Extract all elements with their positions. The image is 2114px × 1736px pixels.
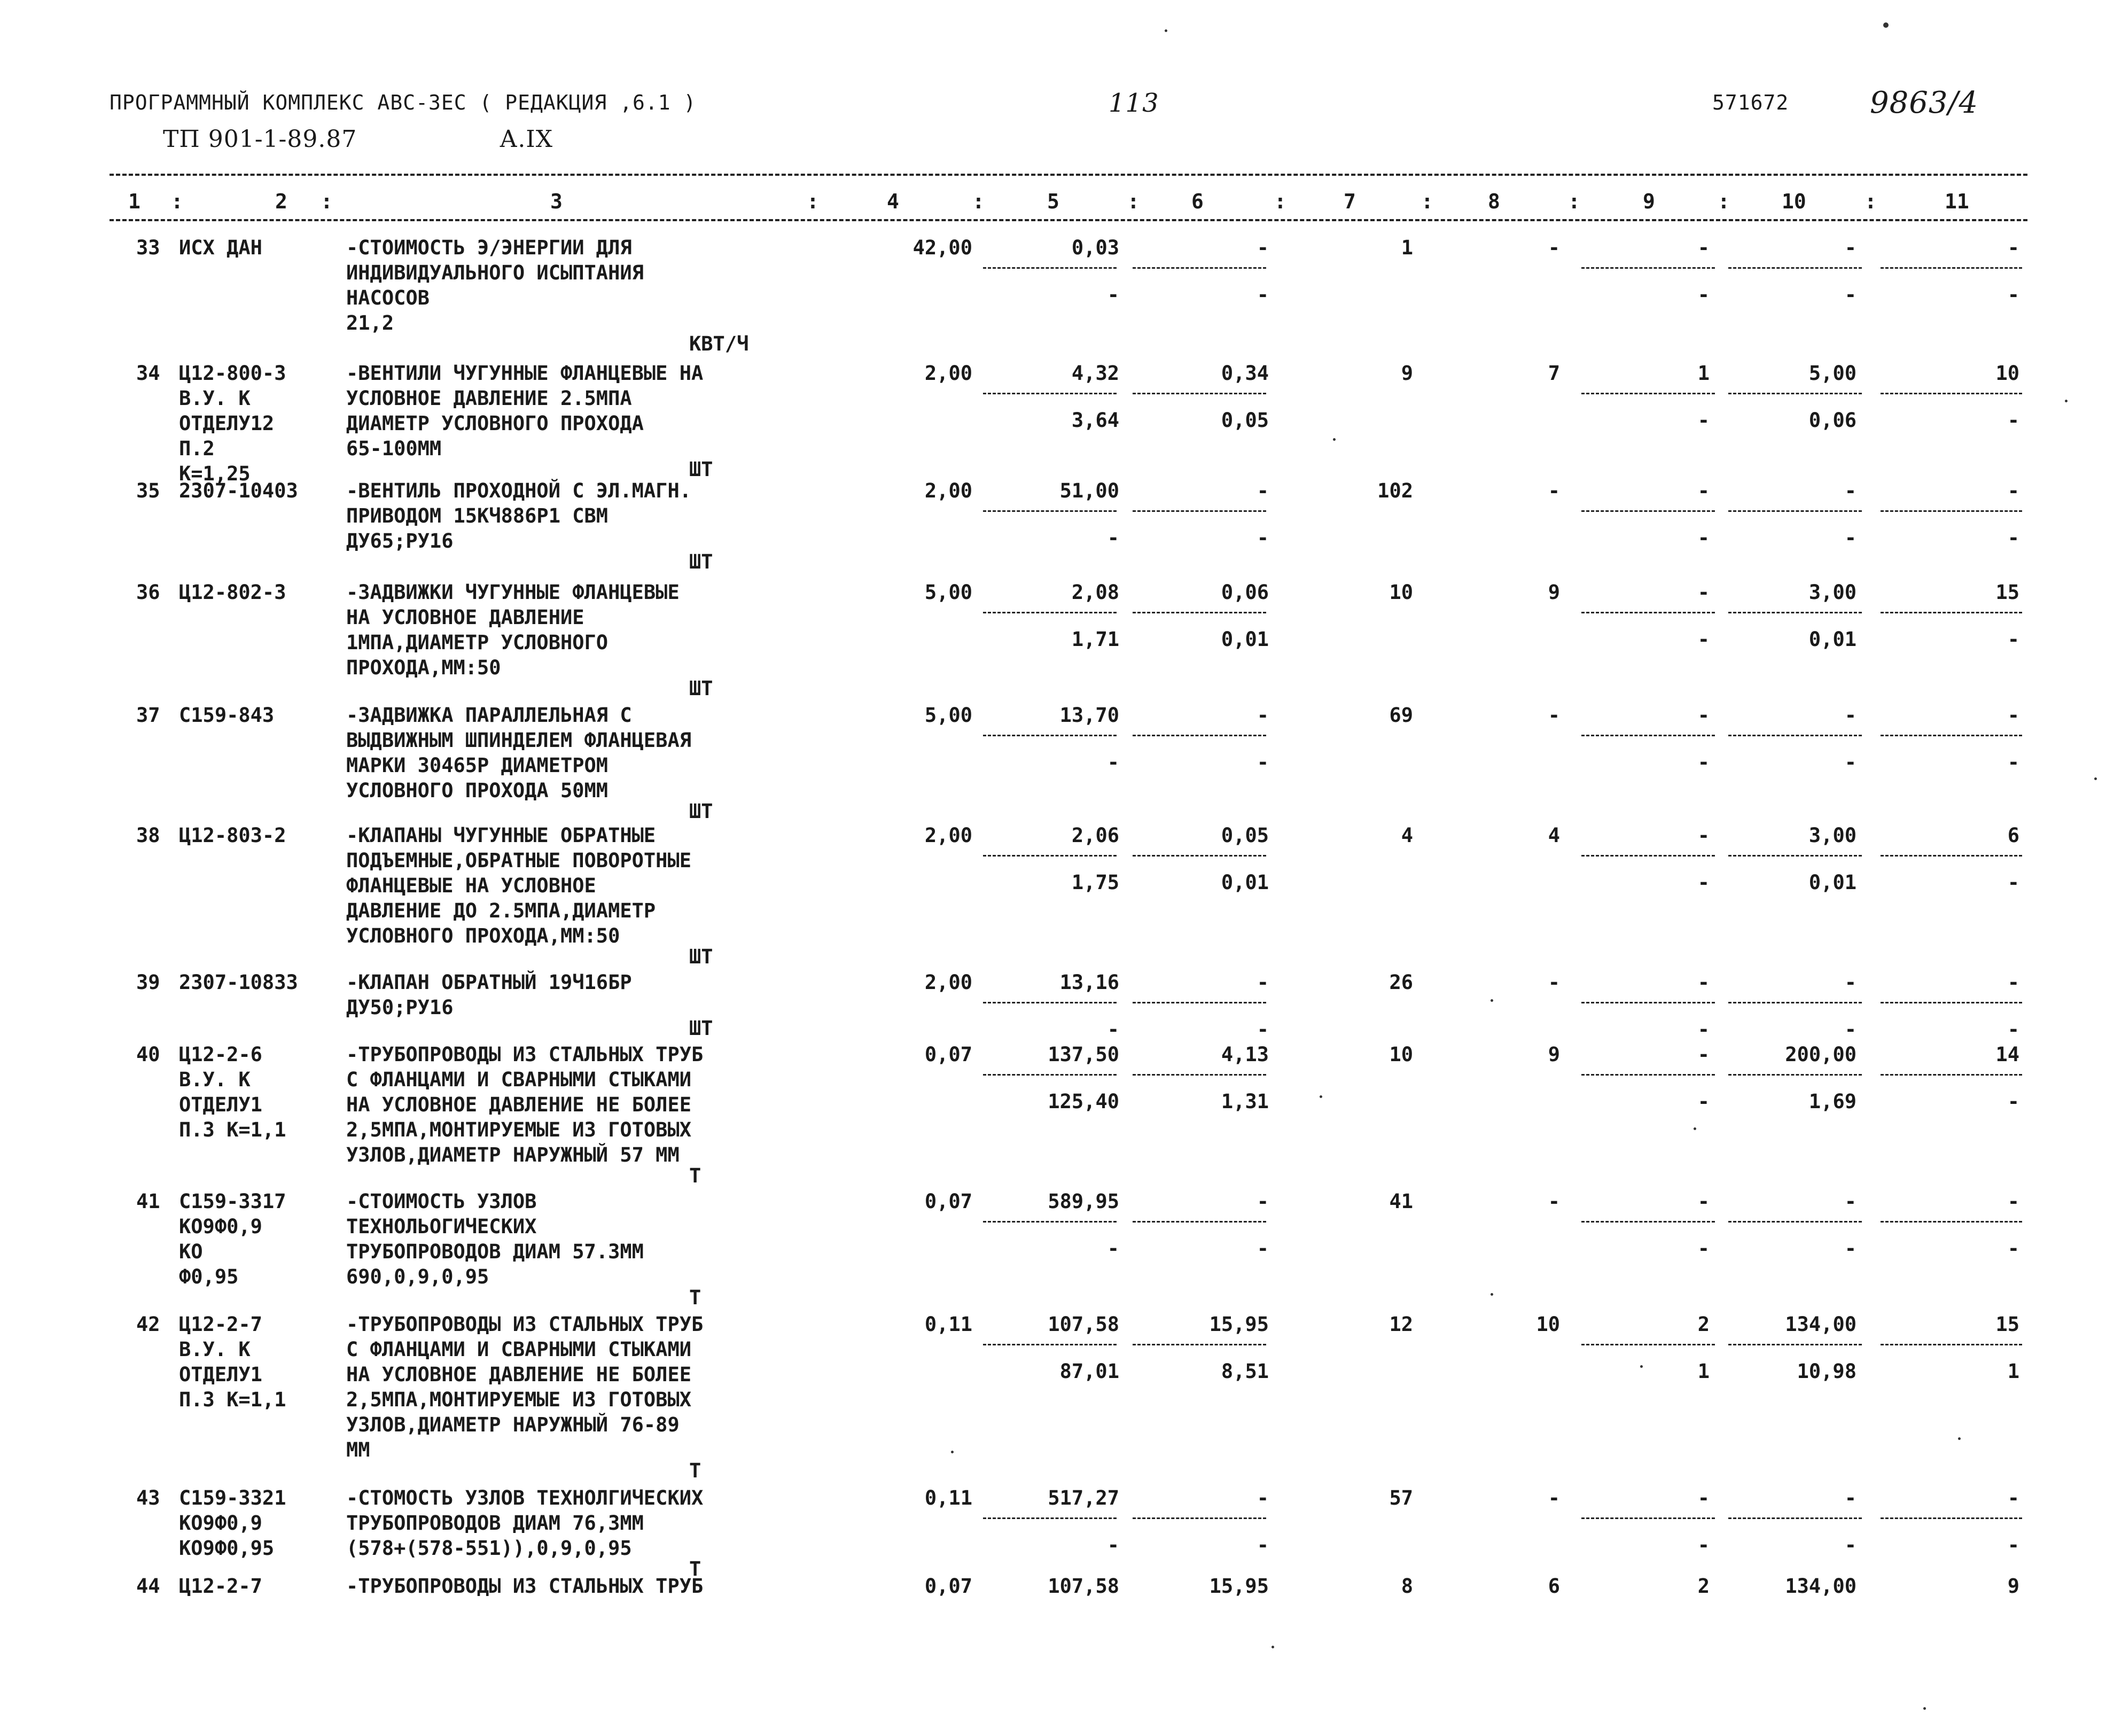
column-header-5: 5 [1047, 190, 1059, 213]
total-cost-value: 10 [1389, 581, 1413, 604]
wages-machine-value: - [1697, 409, 1710, 432]
unit-wages-value: 3,64 [1071, 409, 1119, 432]
labor-machine-total-value: - [2007, 1533, 2019, 1556]
header-rule [110, 219, 2027, 221]
unit-cost-value: 107,58 [1048, 1575, 1119, 1598]
row-number: 39 [136, 971, 160, 994]
machine-wages-value: - [1257, 526, 1269, 549]
row-code: Ц12-2-6 В.У. К ОТДЕЛУ1 П.3 К=1,1 [179, 1043, 286, 1141]
machine-total-value: - [1548, 971, 1560, 994]
row-number: 43 [136, 1486, 160, 1509]
row-number: 33 [136, 236, 160, 259]
total-cost-value: 12 [1389, 1313, 1413, 1336]
scan-speck [1320, 1095, 1322, 1098]
quantity-value: 42,00 [912, 236, 972, 259]
row-code: С159-3321 КО9Ф0,9 КО9Ф0,95 [179, 1486, 286, 1560]
fraction-line [1133, 1344, 1266, 1345]
column-header-7: 7 [1344, 190, 1356, 213]
scan-speck [2065, 400, 2068, 402]
column-header-9: 9 [1643, 190, 1655, 213]
scan-speck [2094, 777, 2097, 780]
labor-machine-value: 1,69 [1808, 1090, 1856, 1113]
scan-speck [1923, 1707, 1926, 1710]
wages-machine-value: - [1697, 751, 1710, 774]
quantity-value: 0,07 [924, 1575, 972, 1598]
fraction-line [1581, 1344, 1715, 1345]
scan-speck [1491, 1293, 1493, 1296]
fraction-line [983, 510, 1117, 512]
fraction-line [983, 1344, 1117, 1345]
project-code: ТП 901-1-89.87 [163, 126, 357, 153]
row-number: 42 [136, 1313, 160, 1336]
labor-machine-value: 0,01 [1808, 628, 1856, 651]
column-separator: : [972, 190, 985, 213]
unit-wages-value: 1,71 [1071, 628, 1119, 651]
labor-machine-total-value: - [2007, 1237, 2019, 1260]
column-separator: : [171, 190, 183, 213]
row-unit: ШТ [689, 550, 713, 573]
scan-speck [1491, 999, 1493, 1002]
row-code: С159-843 [179, 704, 275, 727]
machine-cost-value: 0,06 [1221, 581, 1269, 604]
labor-value: 134,00 [1785, 1313, 1856, 1336]
column-header-2: 2 [275, 190, 287, 213]
labor-machine-total-value: - [2007, 526, 2019, 549]
wages-value: 1 [1697, 362, 1710, 385]
total-cost-value: 69 [1389, 704, 1413, 727]
fraction-line [1728, 612, 1862, 613]
fraction-line [1728, 1517, 1862, 1519]
fraction-line [1728, 1002, 1862, 1003]
row-unit: КВТ/Ч [689, 332, 749, 355]
row-description: -ТРУБОПРОВОДЫ ИЗ СТАЛЬНЫХ ТРУБ С ФЛАНЦАМИ И СВАРНЫМИ СТЫКАМИ НА УСЛОВНОЕ ДАВЛЕНИЕ НЕ БОЛЕЕ 2,5МПА,МОНТИРУЕМЫЕ ИЗ ГОТОВЫХ УЗЛОВ,ДИАМЕТР НАРУЖНЫЙ 57 ММ [346, 1043, 704, 1166]
scan-speck [951, 1451, 954, 1453]
machine-cost-value: - [1257, 1486, 1269, 1509]
machine-total-value: 6 [1548, 1575, 1560, 1598]
handwritten-mark: 9863/4 [1870, 85, 1979, 120]
fraction-line [1133, 855, 1266, 857]
labor-value: - [1844, 704, 1856, 727]
column-header-6: 6 [1191, 190, 1204, 213]
labor-machine-total-value: - [2007, 751, 2019, 774]
machine-wages-value: 0,01 [1221, 871, 1269, 894]
table-row [0, 1485, 2114, 1581]
row-description: -ЗАДВИЖКИ ЧУГУННЫЕ ФЛАНЦЕВЫЕ НА УСЛОВНОЕ ДАВЛЕНИЕ 1МПА,ДИАМЕТР УСЛОВНОГО ПРОХОДА,ММ:50 [346, 581, 680, 679]
total-cost-value: 57 [1389, 1486, 1413, 1509]
wages-machine-value: - [1697, 1533, 1710, 1556]
labor-machine-value: - [1844, 751, 1856, 774]
wages-machine-value: - [1697, 1018, 1710, 1041]
total-cost-value: 41 [1389, 1190, 1413, 1213]
wages-value: - [1697, 479, 1710, 502]
fraction-line [1881, 735, 2022, 736]
labor-machine-total-value: - [2007, 1090, 2019, 1113]
fraction-line [1581, 1002, 1715, 1003]
fraction-line [1728, 267, 1862, 269]
wages-value: - [1697, 581, 1710, 604]
labor-machine-value: 0,06 [1808, 409, 1856, 432]
fraction-line [1581, 735, 1715, 736]
fraction-line [983, 393, 1117, 394]
fraction-line [1728, 855, 1862, 857]
scan-speck [1883, 22, 1889, 28]
row-description: -КЛАПАН ОБРАТНЫЙ 19Ч16БР ДУ50;РУ16 [346, 971, 632, 1019]
column-separator: : [1421, 190, 1433, 213]
row-number: 35 [136, 479, 160, 502]
column-header-8: 8 [1488, 190, 1500, 213]
quantity-value: 2,00 [924, 362, 972, 385]
machine-total-value: - [1548, 1190, 1560, 1213]
wages-value: - [1697, 1043, 1710, 1066]
labor-machine-value: - [1844, 283, 1856, 306]
fraction-line [1728, 393, 1862, 394]
machine-wages-value: - [1257, 1533, 1269, 1556]
unit-wages-value: 125,40 [1048, 1090, 1119, 1113]
labor-total-value: - [2007, 236, 2019, 259]
album-number: А.IХ [500, 126, 553, 153]
fraction-line [1728, 510, 1862, 512]
wages-machine-value: - [1697, 283, 1710, 306]
column-separator: : [807, 190, 819, 213]
labor-total-value: 9 [2007, 1575, 2019, 1598]
fraction-line [1881, 1074, 2022, 1076]
column-header-11: 11 [1945, 190, 1969, 213]
labor-machine-total-value: 1 [2007, 1360, 2019, 1383]
fraction-line [1133, 1517, 1266, 1519]
wages-value: - [1697, 824, 1710, 847]
row-number: 36 [136, 581, 160, 604]
labor-value: 5,00 [1808, 362, 1856, 385]
labor-total-value: 6 [2007, 824, 2019, 847]
wages-machine-value: 1 [1697, 1360, 1710, 1383]
fraction-line [1881, 267, 2022, 269]
labor-value: 3,00 [1808, 824, 1856, 847]
unit-cost-value: 589,95 [1048, 1190, 1119, 1213]
machine-total-value: 7 [1548, 362, 1560, 385]
labor-machine-value: - [1844, 526, 1856, 549]
quantity-value: 2,00 [924, 824, 972, 847]
row-number: 40 [136, 1043, 160, 1066]
column-header-10: 10 [1782, 190, 1806, 213]
page-number: 113 [1109, 88, 1159, 118]
machine-wages-value: - [1257, 751, 1269, 774]
unit-cost-value: 107,58 [1048, 1313, 1119, 1336]
fraction-line [983, 1074, 1117, 1076]
wages-value: - [1697, 704, 1710, 727]
labor-value: - [1844, 1190, 1856, 1213]
row-code: ИСХ ДАН [179, 236, 262, 259]
row-description: -СТОИМОСТЬ Э/ЭНЕРГИИ ДЛЯ ИНДИВИДУАЛЬНОГО ИСЫПТАНИЯ НАСОСОВ 21,2 [346, 236, 644, 334]
wages-value: - [1697, 236, 1710, 259]
labor-total-value: 14 [1995, 1043, 2019, 1066]
labor-machine-total-value: - [2007, 871, 2019, 894]
labor-value: 3,00 [1808, 581, 1856, 604]
total-cost-value: 1 [1401, 236, 1413, 259]
quantity-value: 0,07 [924, 1190, 972, 1213]
quantity-value: 0,07 [924, 1043, 972, 1066]
fraction-line [1881, 1517, 2022, 1519]
row-description: -СТОИМОСТЬ УЗЛОВ ТЕХНОЛЬОГИЧЕСКИХ ТРУБОПРОВОДОВ ДИАМ 57.3ММ 690,0,9,0,95 [346, 1190, 644, 1288]
labor-machine-value: - [1844, 1018, 1856, 1041]
row-number: 38 [136, 824, 160, 847]
row-description: -ВЕНТИЛЬ ПРОХОДНОЙ С ЭЛ.МАГН. ПРИВОДОМ 15КЧ886Р1 СВМ ДУ65;РУ16 [346, 479, 692, 552]
row-unit: ШТ [689, 458, 713, 481]
row-description: -ЗАДВИЖКА ПАРАЛЛЕЛЬНАЯ С ВЫДВИЖНЫМ ШПИНДЕЛЕМ ФЛАНЦЕВАЯ МАРКИ 30465Р ДИАМЕТРОМ УСЛОВНОГО ПРОХОДА 50ММ [346, 704, 692, 802]
table-row [0, 478, 2114, 573]
fraction-line [983, 735, 1117, 736]
fraction-line [1581, 1221, 1715, 1223]
machine-cost-value: 0,34 [1221, 362, 1269, 385]
labor-value: - [1844, 236, 1856, 259]
row-code: Ц12-803-2 [179, 824, 286, 847]
machine-cost-value: - [1257, 704, 1269, 727]
machine-cost-value: 0,05 [1221, 824, 1269, 847]
labor-value: 134,00 [1785, 1575, 1856, 1598]
column-separator: : [1718, 190, 1730, 213]
unit-wages-value: - [1107, 1237, 1119, 1260]
quantity-value: 0,11 [924, 1313, 972, 1336]
machine-cost-value: - [1257, 1190, 1269, 1213]
fraction-line [1133, 510, 1266, 512]
wages-machine-value: - [1697, 871, 1710, 894]
row-code: Ц12-2-7 В.У. К ОТДЕЛУ1 П.3 К=1,1 [179, 1313, 286, 1411]
unit-wages-value: - [1107, 751, 1119, 774]
top-rule [110, 174, 2027, 176]
fraction-line [1581, 612, 1715, 613]
unit-wages-value: - [1107, 283, 1119, 306]
labor-total-value: 15 [1995, 581, 2019, 604]
fraction-line [1881, 855, 2022, 857]
row-unit: Т [689, 1164, 701, 1187]
row-unit: ШТ [689, 800, 713, 823]
quantity-value: 2,00 [924, 971, 972, 994]
row-code: Ц12-802-3 [179, 581, 286, 604]
fraction-line [1728, 735, 1862, 736]
labor-machine-value: - [1844, 1533, 1856, 1556]
column-separator: : [1865, 190, 1877, 213]
machine-wages-value: 0,01 [1221, 628, 1269, 651]
row-number: 37 [136, 704, 160, 727]
column-separator: : [321, 190, 333, 213]
machine-cost-value: 15,95 [1209, 1575, 1269, 1598]
table-row [0, 235, 2114, 355]
labor-value: 200,00 [1785, 1043, 1856, 1066]
machine-cost-value: - [1257, 236, 1269, 259]
machine-cost-value: - [1257, 971, 1269, 994]
row-code: 2307-10403 [179, 479, 298, 502]
total-cost-value: 102 [1377, 479, 1413, 502]
labor-machine-total-value: - [2007, 283, 2019, 306]
machine-total-value: 9 [1548, 1043, 1560, 1066]
total-cost-value: 10 [1389, 1043, 1413, 1066]
unit-cost-value: 2,06 [1071, 824, 1119, 847]
labor-machine-total-value: - [2007, 409, 2019, 432]
fraction-line [1881, 510, 2022, 512]
unit-wages-value: 1,75 [1071, 871, 1119, 894]
fraction-line [1581, 855, 1715, 857]
total-cost-value: 9 [1401, 362, 1413, 385]
column-header-4: 4 [887, 190, 899, 213]
quantity-value: 5,00 [924, 704, 972, 727]
unit-cost-value: 2,08 [1071, 581, 1119, 604]
labor-total-value: - [2007, 479, 2019, 502]
unit-cost-value: 0,03 [1071, 236, 1119, 259]
row-unit: Т [689, 1558, 701, 1581]
machine-wages-value: - [1257, 1018, 1269, 1041]
wages-value: - [1697, 971, 1710, 994]
unit-cost-value: 13,16 [1059, 971, 1119, 994]
scan-speck [1694, 1127, 1696, 1130]
fraction-line [1581, 1517, 1715, 1519]
labor-total-value: 15 [1995, 1313, 2019, 1336]
row-code: С159-3317 КО9Ф0,9 КО Ф0,95 [179, 1190, 286, 1288]
row-number: 34 [136, 362, 160, 385]
row-unit: ШТ [689, 677, 713, 700]
row-description: -СТОМОСТЬ УЗЛОВ ТЕХНОЛГИЧЕСКИХ ТРУБОПРОВОДОВ ДИАМ 76,3ММ (578+(578-551)),0,9,0,95 [346, 1486, 704, 1560]
fraction-line [1581, 393, 1715, 394]
column-separator: : [1274, 190, 1286, 213]
row-description: -ВЕНТИЛИ ЧУГУННЫЕ ФЛАНЦЕВЫЕ НА УСЛОВНОЕ ДАВЛЕНИЕ 2.5МПА ДИАМЕТР УСЛОВНОГО ПРОХОДА 65-100ММ [346, 362, 704, 460]
labor-total-value: - [2007, 1190, 2019, 1213]
fraction-line [1133, 267, 1266, 269]
unit-wages-value: - [1107, 526, 1119, 549]
row-description: -КЛАПАНЫ ЧУГУННЫЕ ОБРАТНЫЕ ПОДЪЕМНЫЕ,ОБРАТНЫЕ ПОВОРОТНЫЕ ФЛАНЦЕВЫЕ НА УСЛОВНОЕ ДАВЛЕНИЕ ДО 2.5МПА,ДИАМЕТР УСЛОВНОГО ПРОХОДА,ММ:50 [346, 824, 692, 947]
quantity-value: 5,00 [924, 581, 972, 604]
wages-value: - [1697, 1190, 1710, 1213]
fraction-line [983, 855, 1117, 857]
labor-total-value: - [2007, 704, 2019, 727]
scan-speck [1640, 1365, 1643, 1368]
fraction-line [1133, 735, 1266, 736]
fraction-line [1881, 1002, 2022, 1003]
labor-machine-total-value: - [2007, 628, 2019, 651]
fraction-line [983, 612, 1117, 613]
scan-speck [1271, 1646, 1274, 1648]
fraction-line [1881, 393, 2022, 394]
unit-wages-value: - [1107, 1533, 1119, 1556]
unit-cost-value: 13,70 [1059, 704, 1119, 727]
fraction-line [983, 1517, 1117, 1519]
row-unit: ШТ [689, 945, 713, 968]
machine-total-value: - [1548, 704, 1560, 727]
column-header-1: 1 [128, 190, 141, 213]
labor-total-value: 10 [1995, 362, 2019, 385]
row-code: 2307-10833 [179, 971, 298, 994]
row-code: Ц12-2-7 [179, 1575, 262, 1598]
unit-cost-value: 517,27 [1048, 1486, 1119, 1509]
machine-total-value: - [1548, 1486, 1560, 1509]
unit-wages-value: 87,01 [1059, 1360, 1119, 1383]
wages-machine-value: - [1697, 628, 1710, 651]
labor-machine-value: 0,01 [1808, 871, 1856, 894]
machine-total-value: 4 [1548, 824, 1560, 847]
row-description: -ТРУБОПРОВОДЫ ИЗ СТАЛЬНЫХ ТРУБ С ФЛАНЦАМИ И СВАРНЫМИ СТЫКАМИ НА УСЛОВНОЕ ДАВЛЕНИЕ НЕ БОЛЕЕ 2,5МПА,МОНТИРУЕМЫЕ ИЗ ГОТОВЫХ УЗЛОВ,ДИАМЕТР НАРУЖНЫЙ 76-89 ММ [346, 1313, 704, 1461]
wages-value: 2 [1697, 1313, 1710, 1336]
fraction-line [1881, 1221, 2022, 1223]
fraction-line [1581, 267, 1715, 269]
fraction-line [1728, 1344, 1862, 1345]
machine-total-value: 9 [1548, 581, 1560, 604]
machine-wages-value: - [1257, 1237, 1269, 1260]
scan-speck [1165, 29, 1167, 32]
wages-machine-value: - [1697, 1237, 1710, 1260]
row-number: 44 [136, 1575, 160, 1598]
labor-total-value: - [2007, 1486, 2019, 1509]
machine-wages-value: 1,31 [1221, 1090, 1269, 1113]
machine-cost-value: 15,95 [1209, 1313, 1269, 1336]
fraction-line [1581, 1074, 1715, 1076]
row-unit: Т [689, 1459, 701, 1482]
fraction-line [1133, 612, 1266, 613]
fraction-line [1133, 1002, 1266, 1003]
wages-value: - [1697, 1486, 1710, 1509]
fraction-line [1881, 612, 2022, 613]
fraction-line [1881, 1344, 2022, 1345]
fraction-line [1133, 1074, 1266, 1076]
machine-wages-value: 0,05 [1221, 409, 1269, 432]
machine-total-value: 10 [1536, 1313, 1560, 1336]
column-header-3: 3 [550, 190, 563, 213]
row-description: -ТРУБОПРОВОДЫ ИЗ СТАЛЬНЫХ ТРУБ [346, 1575, 704, 1598]
fraction-line [983, 1002, 1117, 1003]
machine-wages-value: 8,51 [1221, 1360, 1269, 1383]
program-title: ПРОГРАММНЫЙ КОМПЛЕКС АВС-3ЕС ( РЕДАКЦИЯ ,6.1 ) [110, 91, 697, 114]
machine-total-value: - [1548, 236, 1560, 259]
wages-value: 2 [1697, 1575, 1710, 1598]
unit-cost-value: 137,50 [1048, 1043, 1119, 1066]
fraction-line [1133, 393, 1266, 394]
row-number: 41 [136, 1190, 160, 1213]
machine-wages-value: - [1257, 283, 1269, 306]
machine-cost-value: 4,13 [1221, 1043, 1269, 1066]
quantity-value: 0,11 [924, 1486, 972, 1509]
labor-value: - [1844, 971, 1856, 994]
fraction-line [983, 1221, 1117, 1223]
wages-machine-value: - [1697, 526, 1710, 549]
labor-machine-value: - [1844, 1237, 1856, 1260]
row-code: Ц12-800-3 В.У. К ОТДЕЛУ12 П.2 К=1,25 [179, 362, 286, 485]
labor-value: - [1844, 1486, 1856, 1509]
total-cost-value: 4 [1401, 824, 1413, 847]
column-separator: : [1127, 190, 1140, 213]
fraction-line [1728, 1074, 1862, 1076]
labor-machine-total-value: - [2007, 1018, 2019, 1041]
scan-speck [1958, 1437, 1961, 1440]
column-separator: : [1568, 190, 1580, 213]
labor-machine-value: 10,98 [1797, 1360, 1856, 1383]
machine-cost-value: - [1257, 479, 1269, 502]
fraction-line [1581, 510, 1715, 512]
total-cost-value: 26 [1389, 971, 1413, 994]
fraction-line [1728, 1221, 1862, 1223]
unit-cost-value: 4,32 [1071, 362, 1119, 385]
row-unit: ШТ [689, 1017, 713, 1040]
total-cost-value: 8 [1401, 1575, 1413, 1598]
unit-cost-value: 51,00 [1059, 479, 1119, 502]
unit-wages-value: - [1107, 1018, 1119, 1041]
quantity-value: 2,00 [924, 479, 972, 502]
row-unit: Т [689, 1286, 701, 1309]
labor-total-value: - [2007, 971, 2019, 994]
fraction-line [1133, 1221, 1266, 1223]
machine-total-value: - [1548, 479, 1560, 502]
fraction-line [983, 267, 1117, 269]
wages-machine-value: - [1697, 1090, 1710, 1113]
labor-value: - [1844, 479, 1856, 502]
document-code: 571672 [1712, 91, 1789, 114]
scan-speck [1333, 438, 1336, 441]
